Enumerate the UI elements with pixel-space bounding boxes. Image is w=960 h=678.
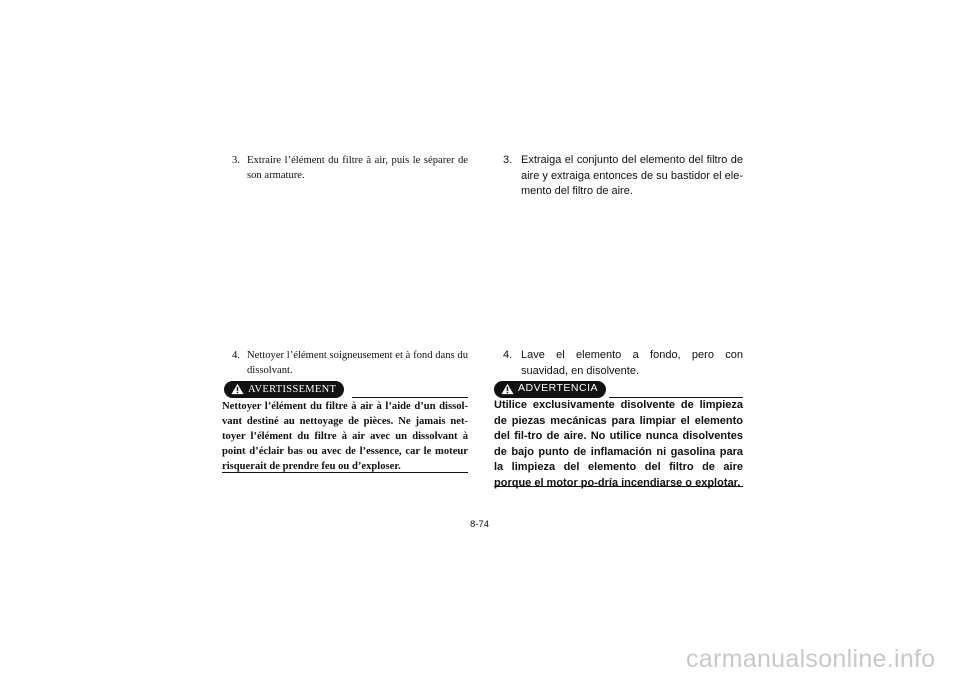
- es-step-3-text: Extraiga el conjunto del elemento del filtro de aire y extraiga entonces de su bastidor el ele-mento del filtro de aire.: [521, 154, 743, 197]
- es-warning-badge: [494, 381, 606, 398]
- fr-step-3-number: 3.: [232, 155, 240, 166]
- es-warning-text: Utilice exclusivamente disolvente de limpieza de piezas mecánicas para limpiar el elemento del fil-tro de aire. No utilice nunca disolventes de bajo punto de inflamación ni gasolina para la limpieza del elemento del filtro de aire porque el motor po-dría incendiarse o explotar.: [494, 399, 743, 489]
- fr-warning-bottom-rule: [222, 472, 468, 473]
- fr-warning-text: Nettoyer l’élément du filtre à air à l’aide d’un dissol-vant destiné au nettoyage de pièces. Ne jamais net-toyer l’élément du filtre à air avec un dissolvant à point d’éclair bas ou avec de l’essence, car le moteur risquerait de prendre feu ou d’exploser.: [222, 401, 468, 472]
- fr-step-4-text: Nettoyer l’élément soigneusement et à fond dans du dissolvant.: [247, 350, 468, 376]
- es-step-4: [503, 348, 743, 379]
- fr-step-4: [232, 348, 468, 378]
- fr-warning-header: [224, 380, 344, 398]
- watermark-text[interactable]: carmanualsonline.info: [686, 645, 936, 673]
- fr-step-4-number: 4.: [232, 350, 240, 361]
- es-step-4-text: Lave el elemento a fondo, pero con suavidad, en disolvente.: [521, 349, 743, 377]
- fr-warning-label: AVERTISSEMENT: [248, 383, 337, 395]
- fr-warning-badge: [224, 381, 344, 398]
- page-number: 8-74: [470, 519, 490, 530]
- warning-triangle-icon: [501, 383, 514, 395]
- fr-warning-top-rule: [352, 397, 468, 398]
- es-step-3-number: 3.: [503, 154, 513, 166]
- es-warning-header: [494, 380, 606, 398]
- fr-step-3: [232, 153, 468, 183]
- fr-step-3-text: Extraire l’élément du filtre à air, puis le séparer de son armature.: [247, 155, 468, 181]
- es-warning-bottom-rule: [494, 486, 743, 487]
- warning-triangle-icon: [231, 383, 244, 395]
- es-step-3: [503, 153, 743, 200]
- es-warning-label: ADVERTENCIA: [518, 382, 598, 395]
- es-step-4-number: 4.: [503, 349, 513, 361]
